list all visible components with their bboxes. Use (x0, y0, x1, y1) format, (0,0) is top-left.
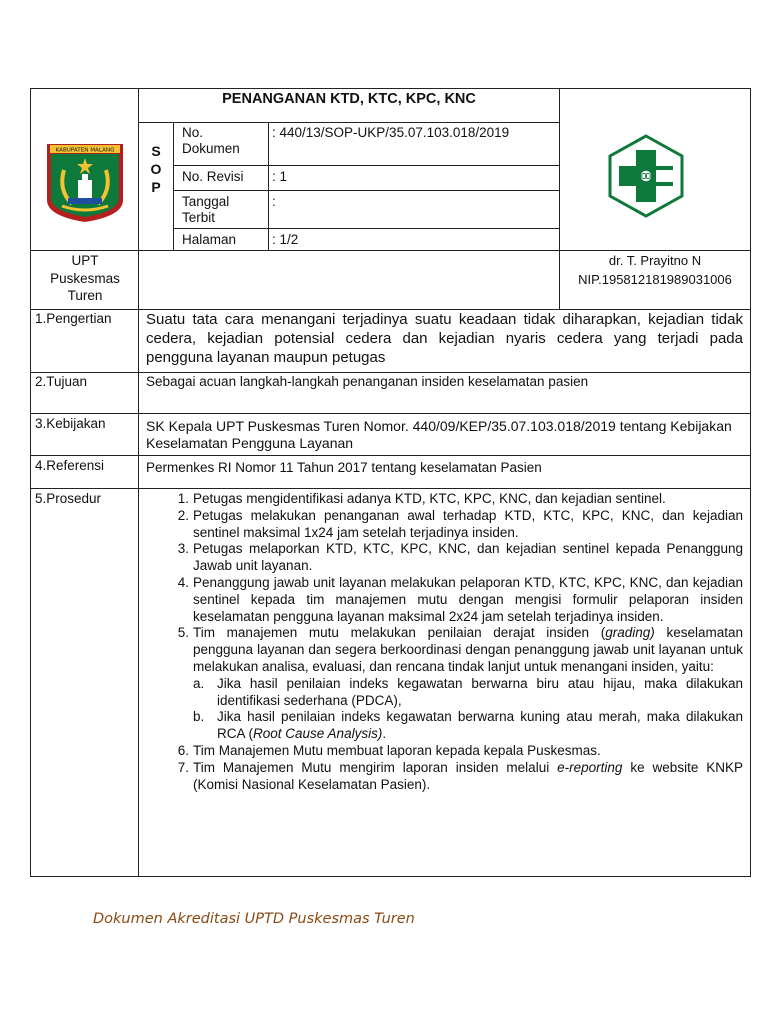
step-text-italic: e-reporting (557, 759, 623, 775)
halaman-label: Halaman (182, 232, 237, 247)
tanggal-terbit-label: Tanggal Terbit (182, 194, 230, 225)
step-number: 3. (177, 541, 189, 557)
sop-label (139, 142, 173, 196)
substep-text: Jika hasil penilaian indeks kegawatan berwarna kuning atau merah, maka dilakukan RCA ( (217, 709, 743, 742)
row-line-tanggal (173, 228, 559, 229)
no-dokumen-label: No. Dokumen (182, 125, 240, 156)
step-text: keselamatan pengguna layanan dan segera berkoordinasi dengan penanggung jawab unit layanan untuk melakukan analisa, evaluasi, dan rencana tindak lanjut untuk menangani insiden, yaitu: (193, 625, 743, 674)
step-text-italic: grading) (605, 625, 655, 641)
row-line-kebijakan-end (30, 455, 751, 456)
document-title: PENANGANAN KTD, KTC, KPC, KNC (222, 91, 476, 107)
step-text: Penanggung jawab unit layanan melakukan pelaporan KTD, KTC, KPC, KNC, dan kejadian sentinel kepada tim manajemen mutu dengan mengisi formulir pelaporan insiden keselamatan pengguna layanan maksimal 2x24 jam setelah terjadinya insiden. (193, 574, 743, 624)
prosedur-step-2 (177, 507, 743, 542)
prosedur-sublist (193, 676, 743, 743)
step-text: Tim Manajemen Mutu mengirim laporan insiden melalui (193, 759, 558, 775)
tujuan-text: Sebagai acuan langkah-langkah penanganan insiden keselamatan pasien (146, 374, 589, 389)
signer-name: dr. T. Prayitno N (608, 253, 702, 268)
prosedur-list (146, 491, 743, 793)
prosedur-step-1 (177, 491, 743, 508)
pengertian-label: 1.Pengertian (35, 311, 112, 326)
row-line-nodok (173, 165, 559, 166)
substep-letter: b. (193, 709, 205, 725)
table-border-right (750, 88, 751, 877)
kebijakan-text: SK Kepala UPT Puskesmas Turen Nomor. 440/09/KEP/35.07.103.018/2019 tentang Kebijakan Keselamatan Pengguna Layanan (146, 418, 732, 451)
row-line-revisi (173, 190, 559, 191)
referensi-label: 4.Referensi (35, 458, 105, 473)
no-revisi-label: No. Revisi (182, 169, 244, 184)
tujuan-label: 2.Tujuan (35, 374, 88, 389)
sop-divider (173, 122, 174, 250)
footer-note: Dokumen Akreditasi UPTD Puskesmas Turen (93, 911, 415, 927)
prosedur-label: 5.Prosedur (35, 491, 102, 506)
step-text: Petugas melakukan penanganan awal terhadap KTD, KTC, KPC, KNC, dan kejadian sentinel maksimal 1x24 jam setelah terjadinya insiden. (193, 507, 743, 540)
step-number: 4. (177, 574, 189, 590)
step-text: Petugas melaporkan KTD, KTC, KPC, KNC, dan kejadian sentinel kepada Penanggung Jawab unit layanan. (193, 541, 743, 574)
prosedur-substep-a (193, 675, 743, 710)
step-number: 6. (177, 742, 189, 758)
step-text: Petugas mengidentifikasi adanya KTD, KTC, KPC, KNC, dan kejadian sentinel. (193, 491, 666, 506)
no-dokumen-value: : 440/13/SOP-UKP/35.07.103.018/2019 (272, 125, 510, 140)
kabupaten-malang-logo (44, 140, 126, 224)
row-line-tujuan-end (30, 413, 751, 414)
row-line-header-end (30, 250, 751, 251)
pengertian-text: Suatu tata cara menangani terjadinya suatu keadaan tidak diharapkan, kejadian tidak cedera, kejadian potensial cedera dan kejadian nyaris cedera yang terjadi pada pengguna layanan maupun petugas (146, 311, 743, 366)
sop-letter-p: P (151, 179, 161, 195)
prosedur-step-5 (177, 625, 743, 743)
sop-letter-s: S (151, 143, 161, 159)
step-number: 2. (177, 507, 189, 523)
substep-text: . (382, 726, 387, 742)
step-text: ke website KNKP (Komisi Nasional Keselamatan Pasien). (193, 759, 744, 792)
substep-letter: a. (193, 675, 205, 691)
signer-nip: NIP.195812181989031006 (578, 272, 732, 287)
prosedur-step-6 (177, 742, 743, 760)
step-text: Tim Manajemen Mutu membuat laporan kepada kepala Puskesmas. (193, 742, 601, 758)
substep-text-italic: Root Cause Analysis) (253, 726, 383, 742)
step-number: 5. (177, 625, 189, 641)
tanggal-terbit-value: : (272, 194, 276, 209)
referensi-text: Permenkes RI Nomor 11 Tahun 2017 tentang keselamatan Pasien (146, 460, 542, 475)
step-number: 1. (177, 491, 189, 506)
col-divider-left (138, 88, 139, 877)
prosedur-step-4 (177, 574, 743, 625)
prosedur-step-7 (177, 759, 744, 794)
table-border-left (30, 88, 31, 877)
sop-letter-o: O (150, 161, 162, 177)
kebijakan-label: 3.Kebijakan (35, 416, 106, 431)
prosedur-substep-b (193, 709, 743, 743)
row-line-title (138, 122, 559, 123)
org-name: UPT Puskesmas Turen (50, 253, 120, 303)
row-line-pengertian-end (30, 372, 751, 373)
step-number: 7. (177, 759, 189, 775)
prosedur-step-3 (177, 541, 743, 575)
step-text: Tim manajemen mutu melakukan penilaian derajat insiden ( (193, 625, 606, 641)
label-divider (268, 122, 269, 250)
no-revisi-value: : 1 (272, 169, 288, 184)
puskesmas-logo (604, 134, 688, 218)
substep-text: Jika hasil penilaian indeks kegawatan berwarna biru atau hijau, maka dilakukan identifikasi sederhana (PDCA), (217, 675, 743, 708)
halaman-value: : 1/2 (272, 232, 299, 247)
svg-text:KABUPATEN MALANG: KABUPATEN MALANG (55, 147, 115, 154)
row-line-referensi-end (30, 488, 751, 489)
